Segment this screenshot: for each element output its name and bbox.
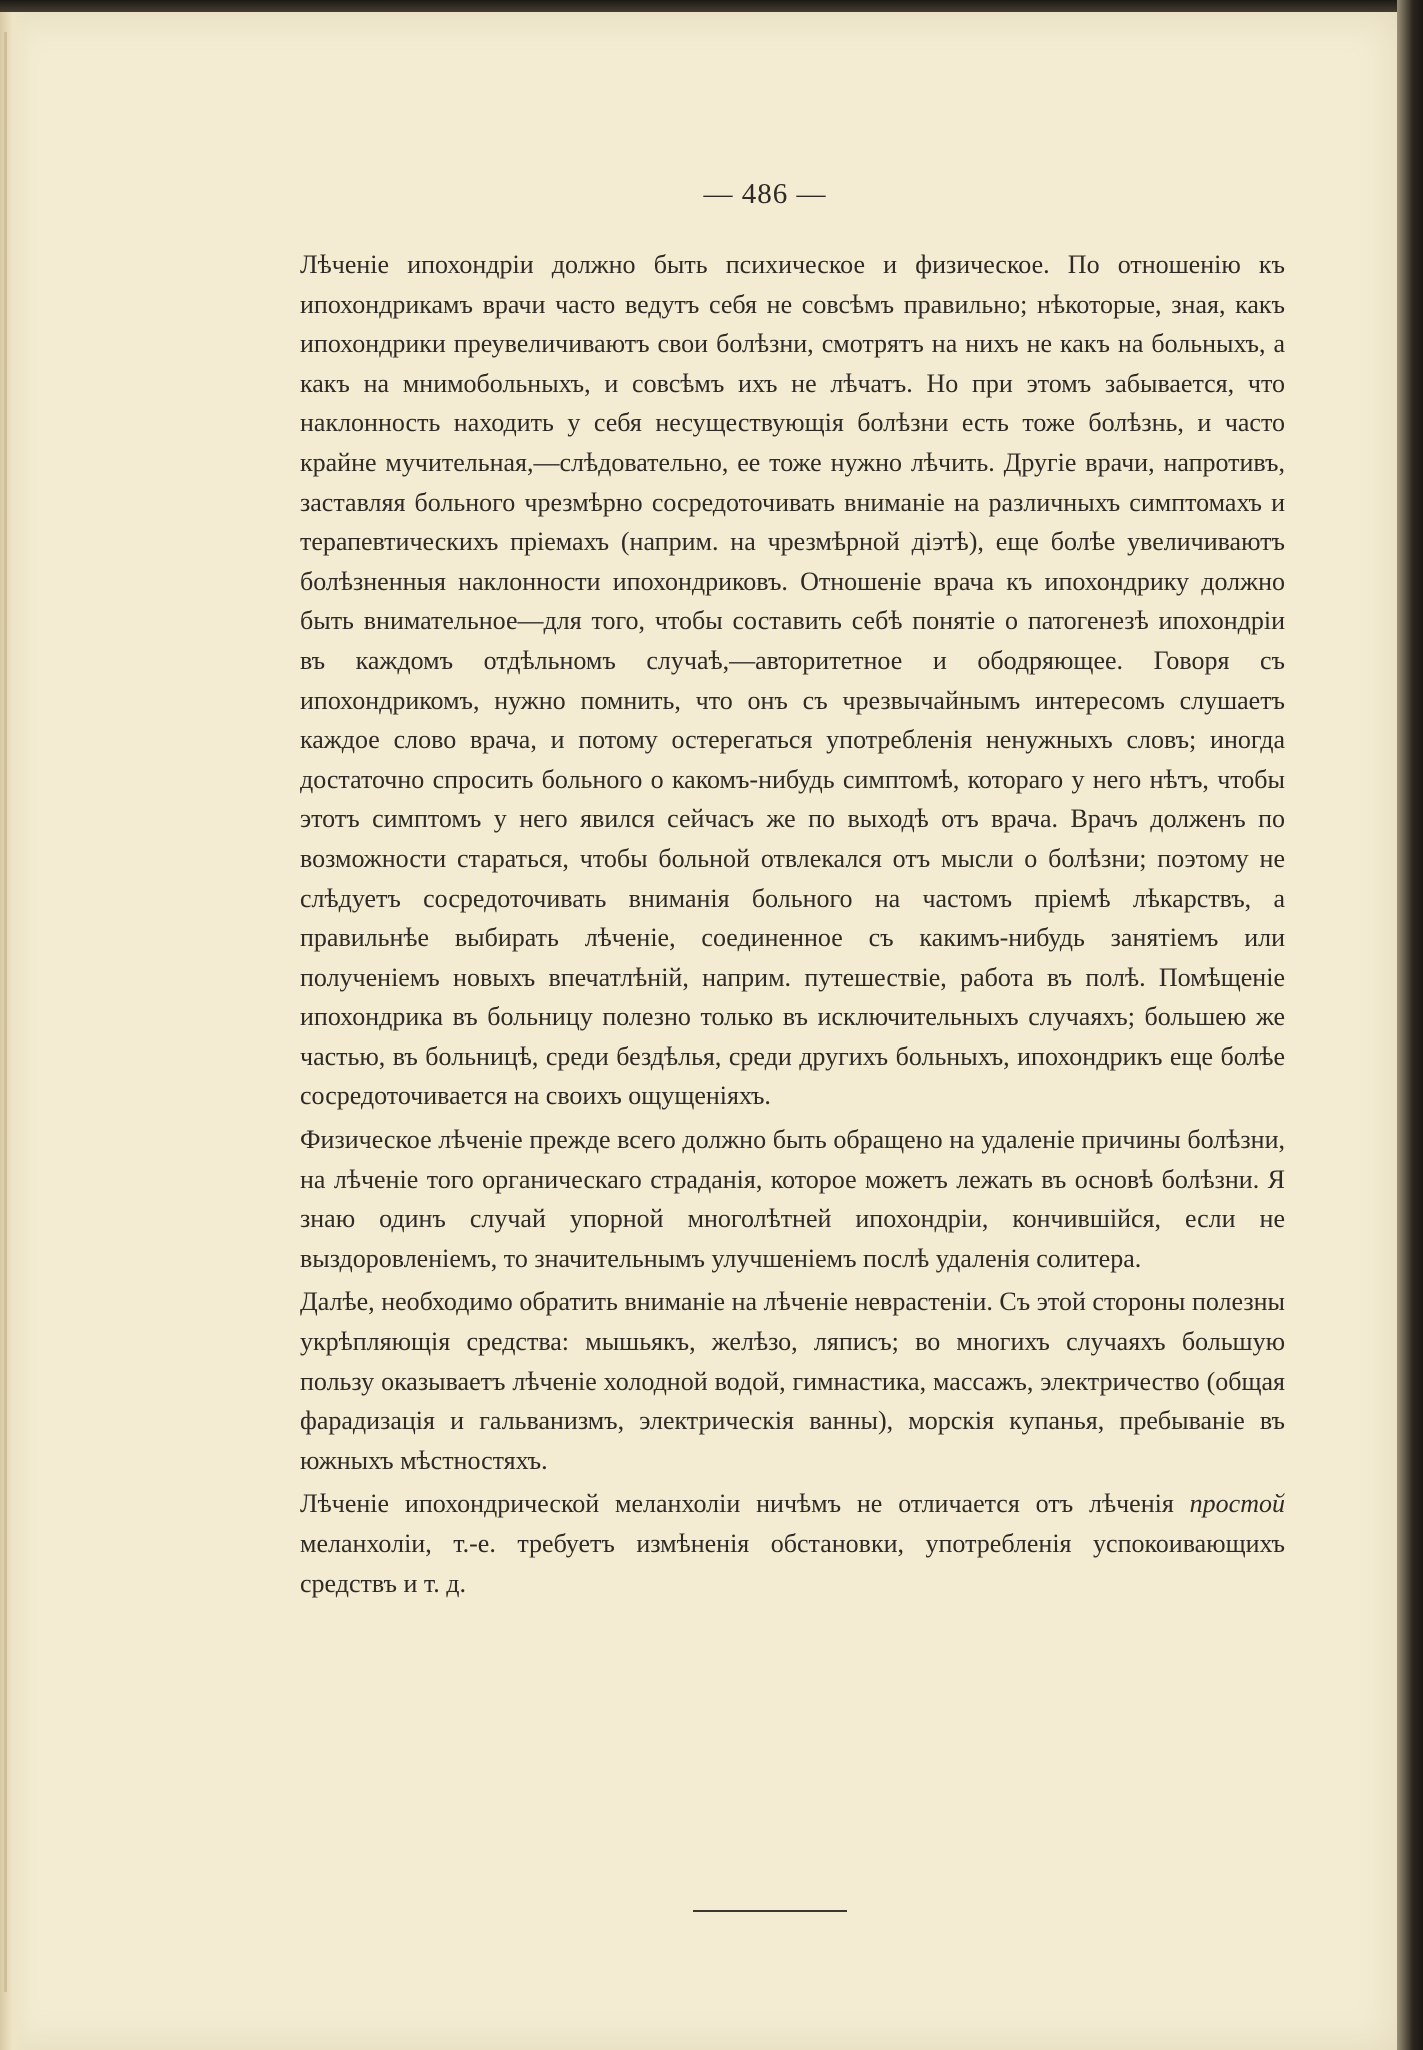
paragraph-text: Далѣе, необходимо обратить вниманіе на лѣченіе неврастеніи. Съ этой стороны полезны укрѣпляющія средства: мышьякъ, желѣзо, ляписъ; во многихъ случаяхъ большую пользу оказываетъ лѣченіе холодной водой, гимнастика, массажъ, электричество (общая фарадизація и гальванизмъ, электрическія ванны), морскія купанья, пребываніе въ южныхъ мѣстностяхъ. xyxy=(300,1287,1285,1475)
paragraph-neurasthenia-treatment xyxy=(300,1282,1285,1480)
paragraph-text: Физическое лѣченіе прежде всего должно быть обращено на удаленіе причины болѣзни, на лѣченіе того органическаго страданія, которое можетъ лежать въ основѣ болѣзни. Я знаю одинъ случай упорной многолѣтней ипохондріи, кончившійся, если не выздоровленіемъ, то значительнымъ улучшеніемъ послѣ удаленія солитера. xyxy=(300,1125,1285,1273)
scan-right-edge xyxy=(1397,0,1423,2050)
paragraph-psychic-treatment xyxy=(300,245,1285,1116)
paragraph-text-continued: меланхоліи, т.-е. требуетъ измѣненія обстановки, употребленія успокоивающихъ средствъ и т. д. xyxy=(300,1529,1285,1598)
paragraph-italic-word: простой xyxy=(1189,1489,1285,1519)
page-binding-edge xyxy=(0,12,30,2050)
page-body-text xyxy=(300,245,1285,1603)
paragraph-melancholia-treatment xyxy=(300,1484,1285,1603)
page-number: — 486 — xyxy=(703,178,827,210)
paragraph-physical-treatment xyxy=(300,1120,1285,1278)
paragraph-text: Лѣченіе ипохондріи должно быть психическое и физическое. По отношенію къ ипохондрикамъ врачи часто ведутъ себя не совсѣмъ правильно; нѣкоторые, зная, какъ ипохондрики преувеличиваютъ свои болѣзни, смотрятъ на нихъ не какъ на больныхъ, а какъ на мнимобольныхъ, и совсѣмъ ихъ не лѣчатъ. Но при этомъ забывается, что наклонность находить у себя несуществующія болѣзни есть тоже болѣзнь, и часто крайне мучительная,—слѣдовательно, ее тоже нужно лѣчить. Другіе врачи, напротивъ, заставляя больного чрезмѣрно сосредоточивать вниманіе на различныхъ симптомахъ и терапевтическихъ пріемахъ (наприм. на чрезмѣрной діэтѣ), еще болѣе увеличиваютъ болѣзненныя наклонности ипохондриковъ. Отношеніе врача къ ипохондрику должно быть внимательное—для того, чтобы составить себѣ понятіе о патогенезѣ ипохондріи въ каждомъ отдѣльномъ случаѣ,—авторитетное и ободряющее. Говоря съ ипохондрикомъ, нужно помнить, что онъ съ чрезвычайнымъ интересомъ слушаетъ каждое слово врача, и потому остерегаться употребленія ненужныхъ словъ; иногда достаточно спросить больного о какомъ-нибудь симптомѣ, котораго у него нѣтъ, чтобы этотъ симптомъ у него явился сейчасъ же по выходѣ отъ врача. Врачъ долженъ по возможности стараться, чтобы больной отвлекался отъ мысли о болѣзни; поэтому не слѣдуетъ сосредоточивать вниманія больного на частомъ пріемѣ лѣкарствъ, а правильнѣе выбирать лѣченіе, соединенное съ какимъ-нибудь занятіемъ или полученіемъ новыхъ впечатлѣній, наприм. путешествіе, работа въ полѣ. Помѣщеніе ипохондрика въ больницу полезно только въ исключительныхъ случаяхъ; большею же частью, въ больницѣ, среди бездѣлья, среди другихъ больныхъ, ипохондрикъ еще болѣе сосредоточивается на своихъ ощущеніяхъ. xyxy=(300,250,1285,1111)
paragraph-text: Лѣченіе ипохондрической меланхоліи ничѣмъ не отличается отъ лѣченія xyxy=(300,1489,1190,1519)
end-rule-divider xyxy=(693,1910,847,1912)
